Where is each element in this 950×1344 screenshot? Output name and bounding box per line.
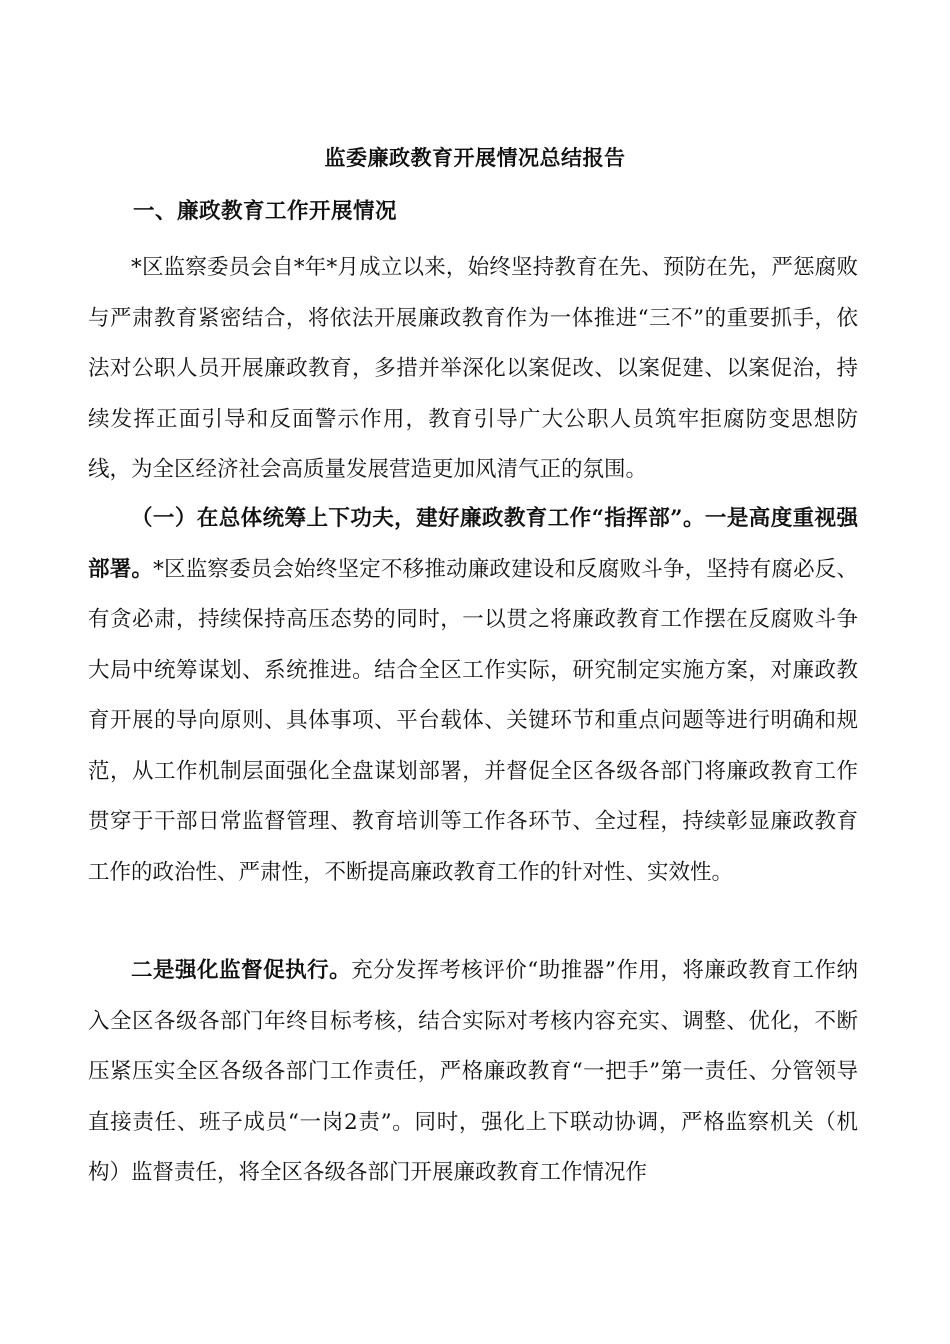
document-title: 监委廉政教育开展情况总结报告 [324, 145, 626, 170]
section-heading: 一、廉政教育工作开展情况 [133, 199, 398, 224]
paragraph-supervision-text: 充分发挥考核评价“助推器”作用，将廉政教育工作纳入全区各级各部门年终目标考核，结合实际对考核内容充实、调整、优化，不断压紧压实全区各级各部门工作责任，严格廉政教育“一把手”第一责任、分管领导直接责任、班子成员“一岗2责”。同时，强化上下联动协调，严格监察机关（机构）监督责任，将全区各级各部门开展廉政教育工作情况作 [88, 958, 858, 1185]
paragraph-overall-planning-text: *区监察委员会始终坚定不移推动廉政建设和反腐败斗争，坚持有腐必反、有贪必肃，持续保持高压态势的同时，一以贯之将廉政教育工作摆在反腐败斗争大局中统筹谋划、系统推进。结合全区工作实际，研究制定实施方案，对廉政教育开展的导向原则、具体事项、平台载体、关键环节和重点问题等进行明确和规范，从工作机制层面强化全盘谋划部署，并督促全区各级各部门将廉政教育工作贯穿于干部日常监督管理、教育培训等工作各环节、全过程，持续彰显廉政教育工作的政治性、严肃性，不断提高廉政教育工作的针对性、实效性。 [88, 556, 858, 885]
paragraph-supervision [88, 946, 858, 1199]
paragraph-overall-planning-bold: （一）在总体统筹上下功夫，建好廉政教育工作“指挥部”。一是高度重视强部署。 [88, 506, 858, 582]
paragraph-supervision-bold: 二是强化监督促执行。 [131, 958, 352, 983]
paragraph-overall-planning [88, 494, 858, 898]
paragraph-intro [88, 243, 858, 496]
paragraph-intro-text: *区监察委员会自*年*月成立以来，始终坚持教育在先、预防在先，严惩腐败与严肃教育紧密结合，将依法开展廉政教育作为一体推进“三不”的重要抓手，依法对公职人员开展廉政教育，多措并举深化以案促改、以案促建、以案促治，持续发挥正面引导和反面警示作用，教育引导广大公职人员筑牢拒腐防变思想防线，为全区经济社会高质量发展营造更加风清气正的氛围。 [88, 255, 858, 482]
